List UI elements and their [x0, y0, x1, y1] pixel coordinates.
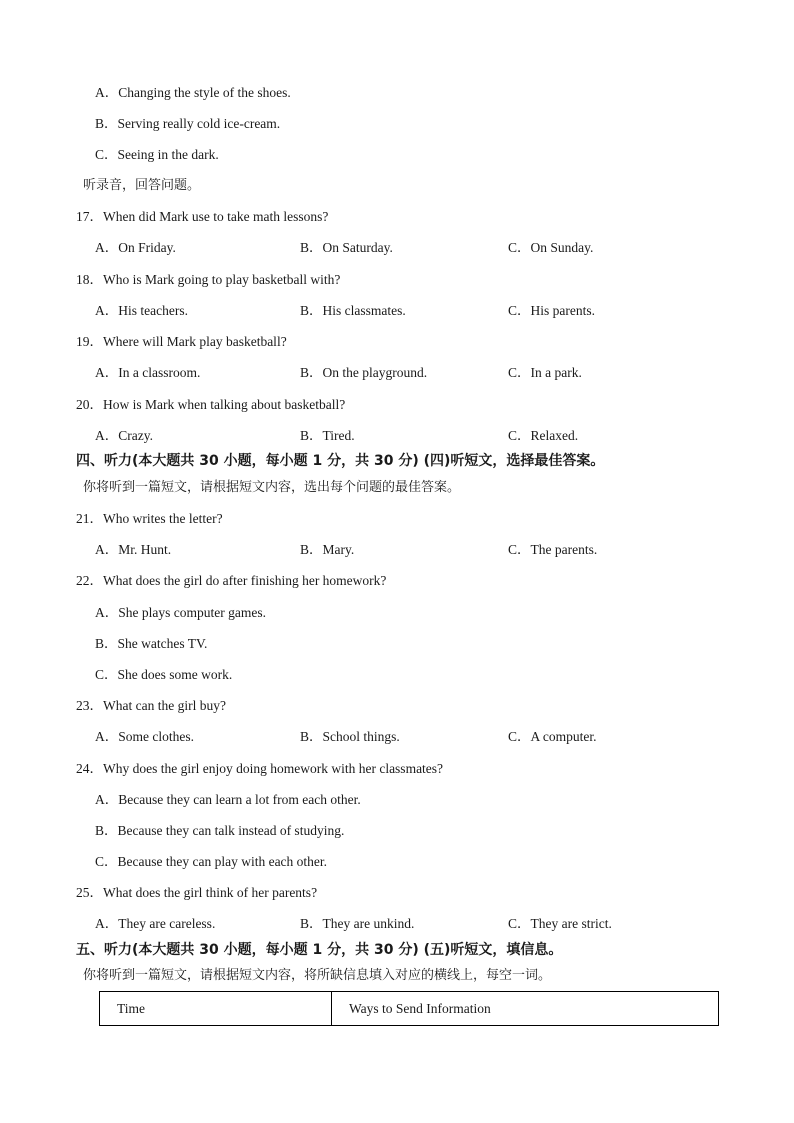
table-header-ways: Ways to Send Information — [332, 992, 719, 1026]
q19-option-b: B．On the playground. — [300, 365, 428, 380]
question-21: 21．Who writes the letter? — [76, 511, 223, 526]
q23-option-b: B．School things. — [300, 729, 400, 744]
section-4-instruction: 你将听到一篇短文，请根据短文内容，选出每个问题的最佳答案。 — [83, 480, 461, 495]
option-b: B．Serving really cold ice-cream. — [95, 116, 281, 131]
option-c: C．Seeing in the dark. — [95, 147, 219, 162]
section-4-title: 四、听力(本大题共 30 小题，每小题 1 分，共 30 分) (四)听短文，选择最佳答案。 — [76, 453, 605, 469]
q18-option-a: A．His teachers. — [95, 303, 188, 318]
question-25: 25．What does the girl think of her parents? — [76, 885, 318, 900]
question-17: 17．When did Mark use to take math lessons? — [76, 209, 329, 224]
q18-option-c: C．His parents. — [508, 303, 595, 318]
q17-option-a: A．On Friday. — [95, 240, 176, 255]
question-20: 20．How is Mark when talking about basketball? — [76, 397, 346, 412]
q23-option-c: C．A computer. — [508, 729, 597, 744]
q19-option-c: C．In a park. — [508, 365, 582, 380]
q17-option-b: B．On Saturday. — [300, 240, 393, 255]
q23-option-a: A．Some clothes. — [95, 729, 194, 744]
q21-option-c: C．The parents. — [508, 542, 598, 557]
section-5-title: 五、听力(本大题共 30 小题，每小题 1 分，共 30 分) (五)听短文，填信息。 — [76, 942, 563, 958]
q22-option-c: C．She does some work. — [95, 667, 233, 682]
q21-option-b: B．Mary. — [300, 542, 355, 557]
question-18: 18．Who is Mark going to play basketball with? — [76, 272, 341, 287]
q18-option-b: B．His classmates. — [300, 303, 406, 318]
q25-option-b: B．They are unkind. — [300, 916, 415, 931]
question-24: 24．Why does the girl enjoy doing homework with her classmates? — [76, 761, 444, 776]
option-a: A．Changing the style of the shoes. — [95, 85, 291, 100]
q25-option-a: A．They are careless. — [95, 916, 216, 931]
question-22: 22．What does the girl do after finishing her homework? — [76, 573, 387, 588]
q17-option-c: C．On Sunday. — [508, 240, 594, 255]
listening-instruction: 听录音，回答问题。 — [83, 178, 201, 193]
q20-option-b: B．Tired. — [300, 428, 355, 443]
q20-option-a: A．Crazy. — [95, 428, 153, 443]
q24-option-c: C．Because they can play with each other. — [95, 854, 328, 869]
q20-option-c: C．Relaxed. — [508, 428, 579, 443]
section-5-instruction: 你将听到一篇短文，请根据短文内容，将所缺信息填入对应的横线上，每空一词。 — [83, 968, 552, 983]
q19-option-a: A．In a classroom. — [95, 365, 201, 380]
table-row — [100, 992, 719, 1026]
q21-option-a: A．Mr. Hunt. — [95, 542, 172, 557]
q24-option-b: B．Because they can talk instead of studying. — [95, 823, 345, 838]
q24-option-a: A．Because they can learn a lot from each other. — [95, 792, 361, 807]
q25-option-c: C．They are strict. — [508, 916, 612, 931]
table-header-time: Time — [100, 992, 332, 1026]
q22-option-a: A．She plays computer games. — [95, 605, 266, 620]
question-19: 19．Where will Mark play basketball? — [76, 334, 287, 349]
q22-option-b: B．She watches TV. — [95, 636, 208, 651]
info-table — [99, 991, 719, 1026]
question-23: 23．What can the girl buy? — [76, 698, 226, 713]
